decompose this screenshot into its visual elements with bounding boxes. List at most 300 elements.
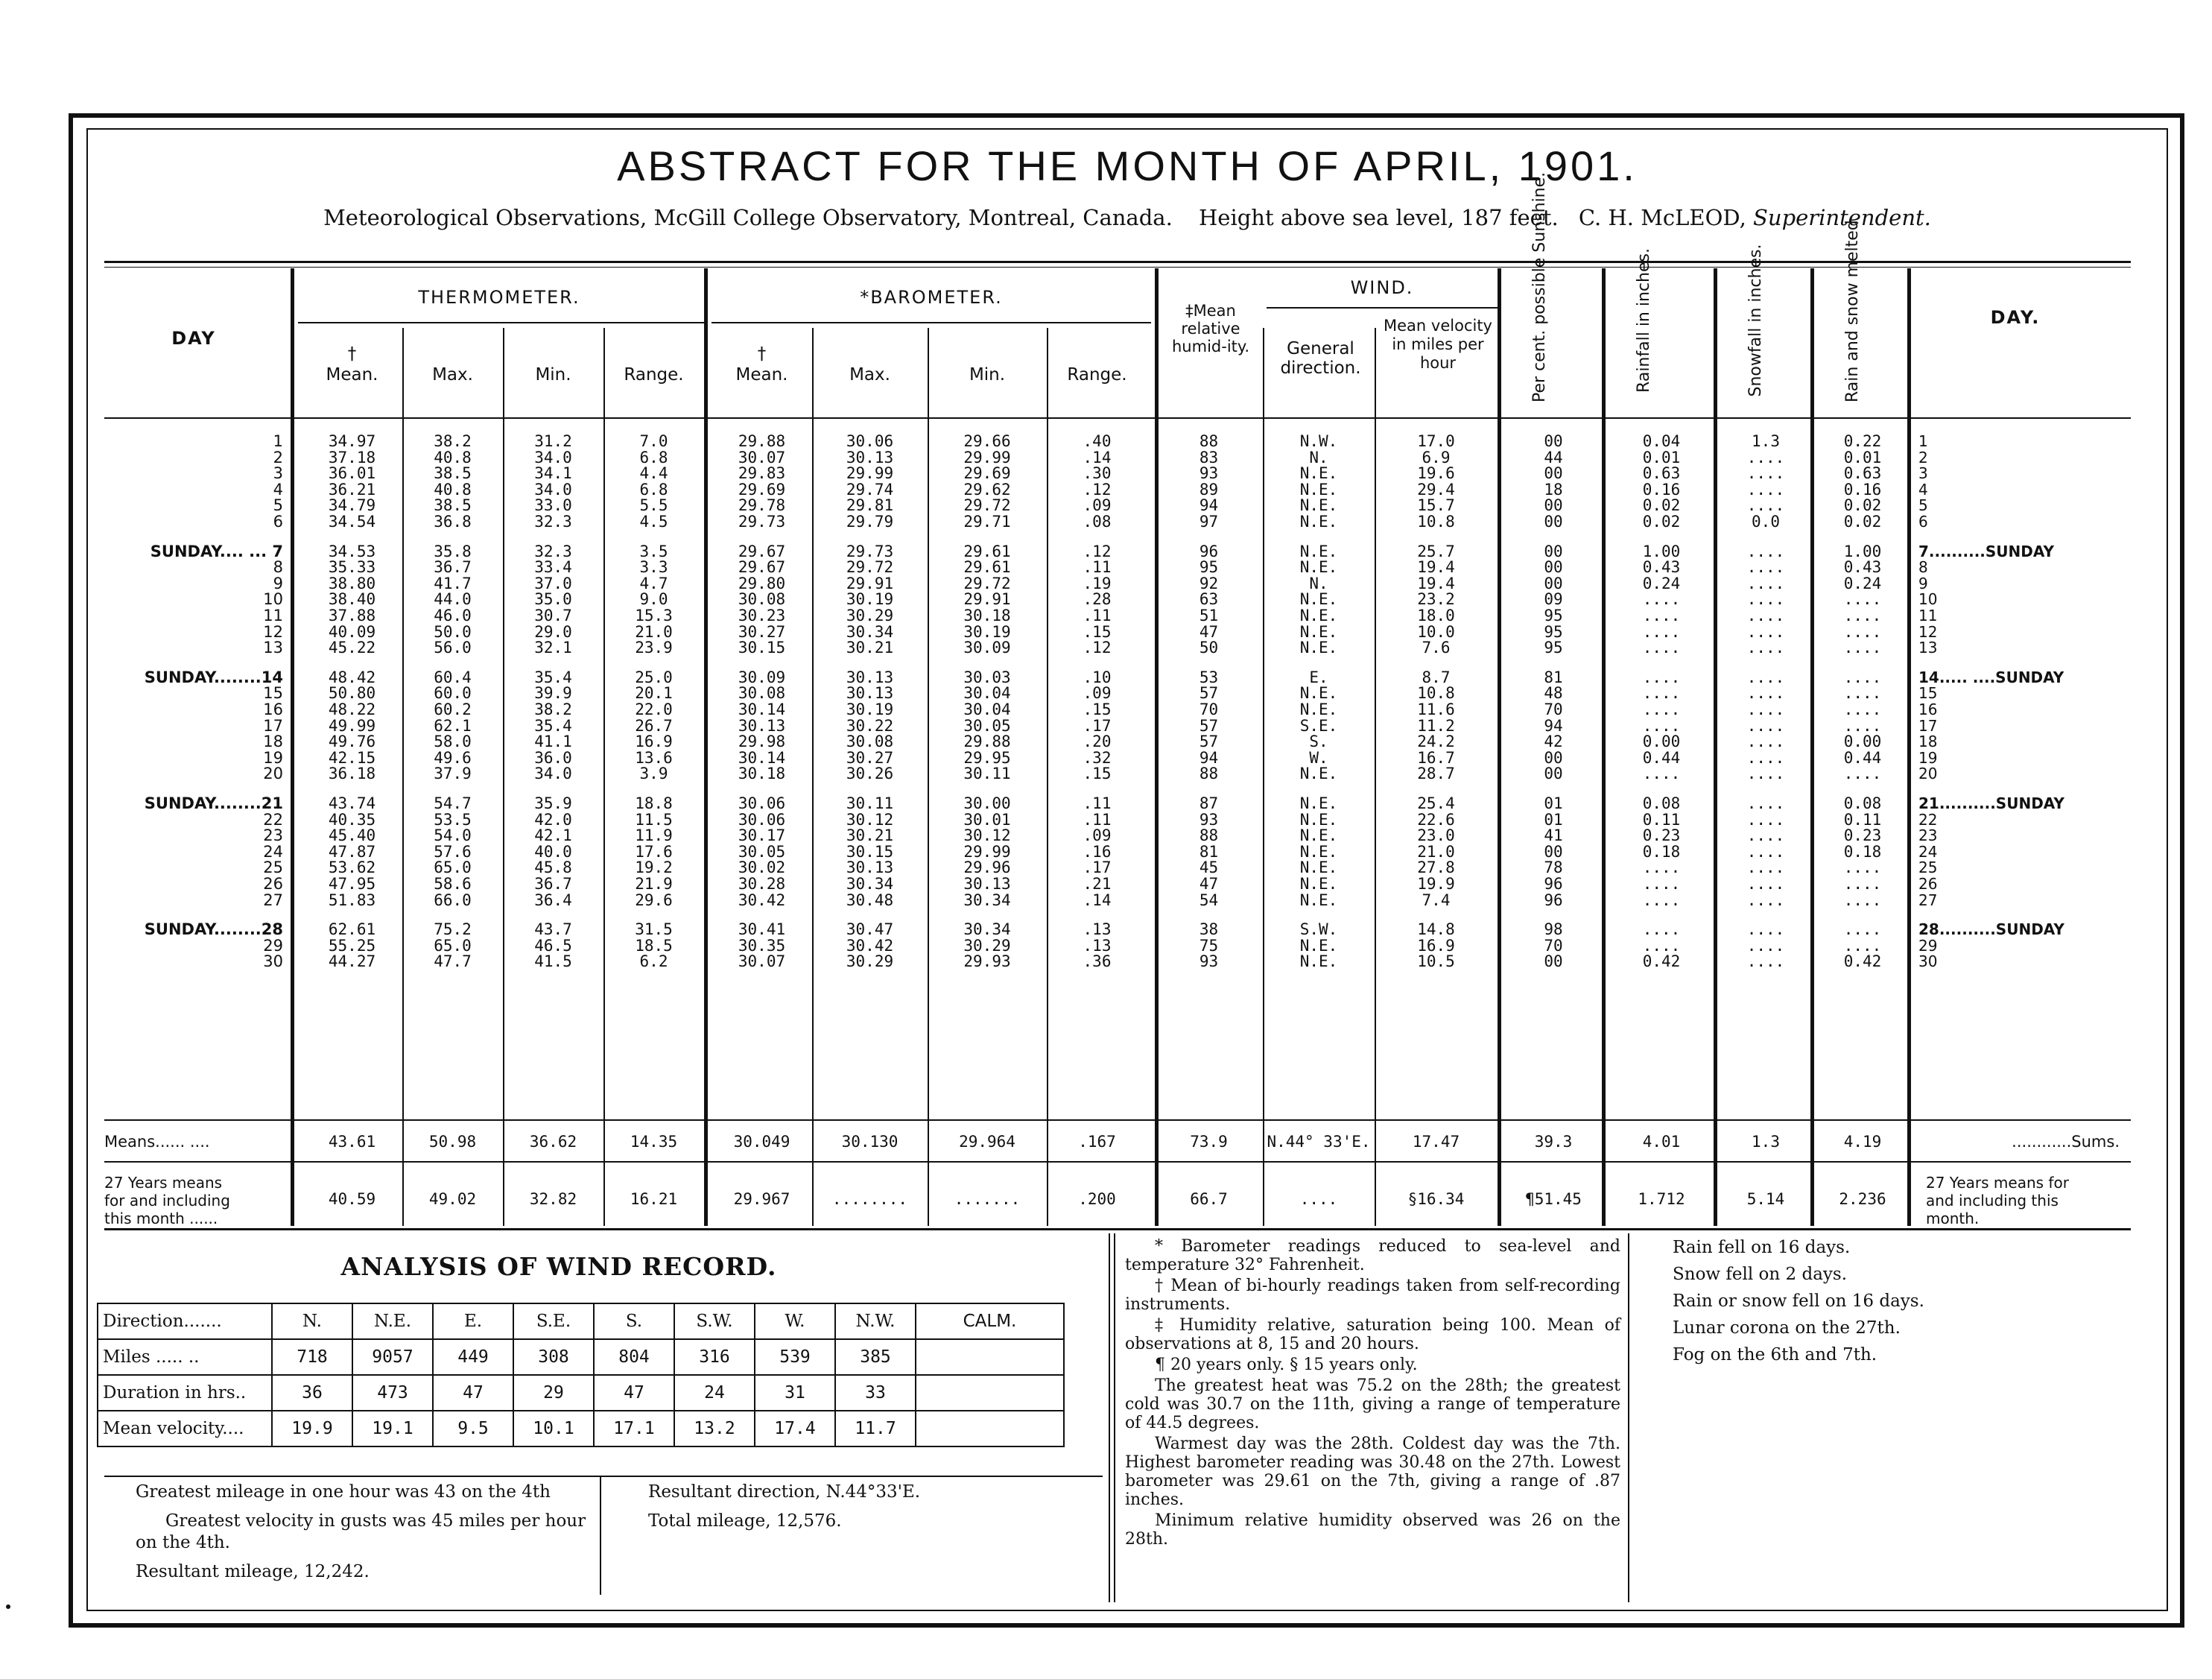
day-label-left: 3 <box>273 464 283 483</box>
data-cell-hum: 93 <box>1199 464 1219 483</box>
data-cell-melt: 0.18 <box>1843 842 1882 861</box>
column-header-max: Max. <box>849 365 890 385</box>
data-cell-melt: .... <box>1843 875 1882 893</box>
data-cell-dir: N.E. <box>1299 558 1338 577</box>
data-cell-sun: 95 <box>1544 622 1563 641</box>
data-cell: .10 <box>1083 668 1112 686</box>
data-cell-rain: 0.01 <box>1642 448 1681 467</box>
day-label-right: 27 <box>1918 891 1938 909</box>
superintendent-title: Superintendent. <box>1753 205 1931 230</box>
data-cell-sun: 09 <box>1544 590 1563 609</box>
years-cell: ........ <box>831 1190 908 1208</box>
data-cell: 30.11 <box>963 765 1011 783</box>
years-label-line: this month ...... <box>104 1210 218 1227</box>
data-cell: 47.95 <box>328 875 376 893</box>
data-cell-vel: 22.6 <box>1417 810 1455 829</box>
data-cell-melt: 0.11 <box>1843 810 1882 829</box>
years-cell-melt: 2.236 <box>1839 1190 1886 1208</box>
wind-direction-header: N.E. <box>352 1303 433 1339</box>
data-cell-snow: .... <box>1746 558 1785 577</box>
data-cell: .21 <box>1083 875 1112 893</box>
data-cell: 30.12 <box>963 826 1011 845</box>
data-cell-vel: 10.8 <box>1417 684 1455 703</box>
wind-value-cell: 33 <box>835 1375 916 1411</box>
data-cell: 37.9 <box>434 765 472 783</box>
day-label-right: 29 <box>1918 936 1938 955</box>
data-cell: 41.1 <box>534 733 572 751</box>
data-cell-sun: 18 <box>1544 480 1563 499</box>
data-cell-snow: .... <box>1746 794 1785 812</box>
data-cell-snow: .... <box>1746 574 1785 592</box>
data-cell-snow: .... <box>1746 496 1785 515</box>
data-cell: 39.9 <box>534 684 572 703</box>
wind-direction-header: S.E. <box>513 1303 594 1339</box>
day-label-left: 26 <box>263 875 283 893</box>
day-header-right: DAY. <box>1990 307 2041 328</box>
wind-value-cell: 47 <box>433 1375 513 1411</box>
wind-row <box>98 1375 1064 1411</box>
data-cell-sun: 00 <box>1544 542 1563 560</box>
data-cell-melt: .... <box>1843 920 1882 939</box>
data-cell: 53.5 <box>434 810 472 829</box>
data-cell: 29.67 <box>738 558 786 577</box>
data-cell-vel: 10.5 <box>1417 952 1455 971</box>
resultant-mileage: Resultant mileage, 12,242. <box>136 1562 370 1581</box>
data-cell-sun: 00 <box>1544 558 1563 577</box>
day-label-right: 4 <box>1918 480 1928 499</box>
header-top-rule-thin <box>104 267 2131 268</box>
day-label-left: 25 <box>263 859 283 877</box>
data-cell: 40.8 <box>434 448 472 467</box>
data-cell: 6.8 <box>639 480 668 499</box>
data-cell: 30.14 <box>738 748 786 767</box>
data-cell-melt: .... <box>1843 639 1882 657</box>
day-label-right: 23 <box>1918 826 1938 845</box>
data-cell: 26.7 <box>635 716 673 735</box>
data-cell-hum: 93 <box>1199 952 1219 971</box>
data-cell-sun: 78 <box>1544 859 1563 877</box>
day-label-right: 19 <box>1918 748 1938 767</box>
years-cell: 49.02 <box>428 1190 477 1208</box>
data-cell: 46.0 <box>434 607 472 625</box>
data-cell: 30.34 <box>963 920 1011 939</box>
total-mileage: Total mileage, 12,576. <box>648 1511 842 1531</box>
data-cell: 45.8 <box>534 859 572 877</box>
data-cell: 29.88 <box>738 432 786 450</box>
wind-direction-header: S. <box>594 1303 674 1339</box>
data-cell-melt: 0.42 <box>1843 952 1882 971</box>
data-cell-rain: 1.00 <box>1642 542 1681 560</box>
data-cell: 21.9 <box>635 875 673 893</box>
data-cell-rain: .... <box>1642 607 1681 625</box>
data-cell-hum: 57 <box>1199 733 1219 751</box>
data-cell: 9.0 <box>639 590 668 609</box>
data-cell: 43.7 <box>534 920 572 939</box>
years-cell: ....... <box>954 1190 1021 1208</box>
data-cell: .17 <box>1083 716 1112 735</box>
greatest-velocity: Greatest velocity in gusts was 45 miles per hour on the 4th. <box>136 1511 586 1552</box>
data-cell: .09 <box>1083 684 1112 703</box>
wind-value-cell: 308 <box>513 1339 594 1375</box>
data-cell-dir: N.E. <box>1299 542 1338 560</box>
data-cell: 34.0 <box>534 765 572 783</box>
data-cell-sun: 48 <box>1544 684 1563 703</box>
day-label-left: 18 <box>263 733 283 751</box>
data-cell: 30.09 <box>738 668 786 686</box>
data-cell-melt: 0.02 <box>1843 496 1882 515</box>
data-cell-melt: 0.08 <box>1843 794 1882 812</box>
means-cell: 29.964 <box>959 1133 1015 1151</box>
header-top-rule <box>104 261 2131 263</box>
day-label-right: 17 <box>1918 716 1938 735</box>
data-cell: .15 <box>1083 701 1112 718</box>
data-cell: .16 <box>1083 842 1112 861</box>
data-cell: 37.0 <box>534 574 572 592</box>
data-cell: 30.13 <box>846 684 894 703</box>
data-cell: 34.1 <box>534 464 572 483</box>
data-cell-vel: 27.8 <box>1417 859 1455 877</box>
data-cell-sun: 94 <box>1544 716 1563 735</box>
data-cell: 62.61 <box>328 920 376 939</box>
data-cell: 30.08 <box>738 684 786 703</box>
data-cell-hum: 88 <box>1199 432 1219 450</box>
data-cell: 30.29 <box>846 607 894 625</box>
data-cell: 56.0 <box>434 639 472 657</box>
data-cell: 29.91 <box>846 574 894 592</box>
data-cell-rain: 0.02 <box>1642 496 1681 515</box>
data-cell-hum: 89 <box>1199 480 1219 499</box>
data-cell-rain: .... <box>1642 936 1681 955</box>
data-cell-snow: .... <box>1746 542 1785 560</box>
day-label-left: 23 <box>263 826 283 845</box>
data-cell-hum: 96 <box>1199 542 1219 560</box>
day-label-right: 1 <box>1918 432 1928 450</box>
data-cell: 3.5 <box>639 542 668 560</box>
data-cell: 38.80 <box>328 574 376 592</box>
data-cell: 29.72 <box>963 574 1011 592</box>
data-cell: 30.06 <box>738 810 786 829</box>
data-cell: 48.42 <box>328 668 376 686</box>
data-cell-hum: 93 <box>1199 810 1219 829</box>
data-cell-vel: 7.6 <box>1422 639 1451 657</box>
data-cell: 29.73 <box>738 513 786 531</box>
data-cell: 31.2 <box>534 432 572 450</box>
data-cell: 29.62 <box>963 480 1011 499</box>
data-cell: 38.5 <box>434 464 472 483</box>
day-label-right: 5 <box>1918 496 1928 515</box>
data-cell-rain: .... <box>1642 668 1681 686</box>
dagger-mark: † <box>757 344 767 364</box>
data-cell: 36.01 <box>328 464 376 483</box>
means-cell-sun: 39.3 <box>1534 1133 1573 1151</box>
greatest-mileage: Greatest mileage in one hour was 43 on the 4th <box>136 1482 551 1502</box>
data-cell: 45.40 <box>328 826 376 845</box>
data-cell: .14 <box>1083 448 1112 467</box>
day-label-right: 14..... ....SUNDAY <box>1918 668 2064 686</box>
footnote: † Mean of bi-hourly readings taken from self-recording instruments. <box>1125 1277 1620 1314</box>
data-cell: 30.48 <box>846 891 894 909</box>
data-cell-hum: 88 <box>1199 826 1219 845</box>
wind-value-cell: 9.5 <box>433 1411 513 1446</box>
data-cell-dir: S.E. <box>1299 716 1338 735</box>
wind-value-cell: 11.7 <box>835 1411 916 1446</box>
data-cell-dir: S.W. <box>1299 920 1338 939</box>
day-label-left: 24 <box>263 842 283 861</box>
means-label: Means...... .... <box>104 1133 210 1151</box>
data-cell: 60.4 <box>434 668 472 686</box>
data-cell-snow: .... <box>1746 607 1785 625</box>
means-cell-dir: N.44° 33'E. <box>1267 1133 1371 1151</box>
wind-direction-header: N.W. <box>835 1303 916 1339</box>
data-cell-snow: .... <box>1746 859 1785 877</box>
data-cell: 35.0 <box>534 590 572 609</box>
data-cell-snow: .... <box>1746 480 1785 499</box>
data-cell: 42.15 <box>328 748 376 767</box>
years-cell-vel: §16.34 <box>1407 1190 1465 1208</box>
data-cell: 30.06 <box>846 432 894 450</box>
wind-row-label: Miles ..... .. <box>98 1339 272 1375</box>
data-cell-rain: .... <box>1642 891 1681 909</box>
day-label-right: 21..........SUNDAY <box>1918 794 2064 812</box>
data-cell-rain: 0.43 <box>1642 558 1681 577</box>
data-cell: .20 <box>1083 733 1112 751</box>
data-cell-dir: N.E. <box>1299 464 1338 483</box>
data-cell-snow: .... <box>1746 842 1785 861</box>
data-cell: 30.19 <box>846 590 894 609</box>
wind-row <box>98 1339 1064 1375</box>
data-cell: 30.47 <box>846 920 894 939</box>
means-cell-snow: 1.3 <box>1752 1133 1780 1151</box>
data-cell-rain: .... <box>1642 590 1681 609</box>
data-cell-dir: N.E. <box>1299 639 1338 657</box>
data-cell-dir: N.E. <box>1299 684 1338 703</box>
data-cell: 30.22 <box>846 716 894 735</box>
data-cell: 30.34 <box>846 622 894 641</box>
data-cell-snow: .... <box>1746 748 1785 767</box>
data-cell: .14 <box>1083 891 1112 909</box>
thermometer-underline <box>298 322 704 323</box>
data-cell-melt: 0.24 <box>1843 574 1882 592</box>
wind-value-cell: 473 <box>352 1375 433 1411</box>
day-label-left: 9 <box>273 574 283 592</box>
data-cell-vel: 7.4 <box>1422 891 1451 909</box>
wind-value-cell: 24 <box>674 1375 755 1411</box>
data-cell-dir: N.E. <box>1299 891 1338 909</box>
years-label-right-line: and including this <box>1926 1192 2059 1210</box>
day-label-right: 7..........SUNDAY <box>1918 542 2054 560</box>
data-cell: 34.54 <box>328 513 376 531</box>
remark: Rain fell on 16 days. <box>1673 1238 1851 1257</box>
data-cell: 4.7 <box>639 574 668 592</box>
data-cell: 30.21 <box>846 639 894 657</box>
years-cell: 40.59 <box>328 1190 376 1208</box>
data-cell: 30.15 <box>846 842 894 861</box>
column-rule <box>1602 268 1606 1226</box>
means-cell: 36.62 <box>529 1133 577 1151</box>
data-cell-hum: 94 <box>1199 496 1219 515</box>
wind-direction-header: W. <box>755 1303 835 1339</box>
data-cell: 34.97 <box>328 432 376 450</box>
data-cell: 58.6 <box>434 875 472 893</box>
data-cell-vel: 19.6 <box>1417 464 1455 483</box>
wind-row-label: Direction....... <box>98 1303 272 1339</box>
data-cell-sun: 01 <box>1544 794 1563 812</box>
data-cell: 29.61 <box>963 542 1011 560</box>
day-label-left: 6 <box>273 513 283 531</box>
data-cell: 35.4 <box>534 716 572 735</box>
day-label-left: 30 <box>263 952 283 971</box>
data-cell-dir: N.E. <box>1299 794 1338 812</box>
data-cell-vel: 16.7 <box>1417 748 1455 767</box>
footnote: The greatest heat was 75.2 on the 28th; the greatest cold was 30.7 on the 11th, giving a range of temperature of 44.5 degrees. <box>1125 1376 1620 1432</box>
day-label-left: 19 <box>263 748 283 767</box>
data-cell: 35.4 <box>534 668 572 686</box>
data-cell: 30.05 <box>963 716 1011 735</box>
data-cell-hum: 92 <box>1199 574 1219 592</box>
remark: Rain or snow fell on 16 days. <box>1673 1291 1924 1311</box>
data-cell-dir: N.E. <box>1299 842 1338 861</box>
data-cell: .11 <box>1083 810 1112 829</box>
data-cell: 29.95 <box>963 748 1011 767</box>
data-cell: 29.78 <box>738 496 786 515</box>
data-cell: 30.11 <box>846 794 894 812</box>
data-cell-vel: 10.0 <box>1417 622 1455 641</box>
day-label-right: 12 <box>1918 622 1938 641</box>
superintendent-name: C. H. McLEOD, <box>1578 205 1746 230</box>
data-cell-dir: N.E. <box>1299 590 1338 609</box>
data-cell-snow: .... <box>1746 733 1785 751</box>
data-cell-melt: 1.00 <box>1843 542 1882 560</box>
data-cell-snow: .... <box>1746 668 1785 686</box>
data-cell: 29.93 <box>963 952 1011 971</box>
analysis-divider <box>600 1476 601 1595</box>
wind-value-cell: 718 <box>272 1339 352 1375</box>
data-cell: 49.99 <box>328 716 376 735</box>
data-cell-rain: 0.18 <box>1642 842 1681 861</box>
wind-value-cell: 13.2 <box>674 1411 755 1446</box>
margin-mark <box>6 1604 10 1609</box>
data-cell: 35.33 <box>328 558 376 577</box>
data-cell-melt: 0.16 <box>1843 480 1882 499</box>
data-cell-dir: N.E. <box>1299 765 1338 783</box>
data-cell-hum: 97 <box>1199 513 1219 531</box>
wind-summary-left <box>136 1482 590 1583</box>
day-label-right: 6 <box>1918 513 1928 531</box>
wind-value-cell: 316 <box>674 1339 755 1375</box>
data-cell-dir: N.W. <box>1299 432 1338 450</box>
column-header-max: Max. <box>432 365 473 385</box>
day-label-right: 16 <box>1918 701 1938 718</box>
data-cell-snow: .... <box>1746 826 1785 845</box>
data-cell-vel: 25.7 <box>1417 542 1455 560</box>
data-cell: 33.0 <box>534 496 572 515</box>
data-cell-hum: 53 <box>1199 668 1219 686</box>
data-cell-melt: .... <box>1843 859 1882 877</box>
data-cell-snow: .... <box>1746 716 1785 735</box>
data-cell-rain: 0.16 <box>1642 480 1681 499</box>
data-cell: .30 <box>1083 464 1112 483</box>
data-cell-hum: 70 <box>1199 701 1219 718</box>
day-label-left: 15 <box>263 684 283 703</box>
data-cell: 15.3 <box>635 607 673 625</box>
data-cell-melt: .... <box>1843 590 1882 609</box>
data-cell-sun: 95 <box>1544 607 1563 625</box>
day-label-left: 17 <box>263 716 283 735</box>
data-cell: 43.74 <box>328 794 376 812</box>
data-cell: .15 <box>1083 622 1112 641</box>
data-cell: 44.0 <box>434 590 472 609</box>
data-cell: 17.6 <box>635 842 673 861</box>
wind-value-cell: 36 <box>272 1375 352 1411</box>
day-label-right: 13 <box>1918 639 1938 657</box>
snowfall-header: Snowfall in inches. <box>1746 244 1765 397</box>
data-cell: 29.61 <box>963 558 1011 577</box>
data-cell: 60.2 <box>434 701 472 718</box>
data-cell-dir: N.E. <box>1299 810 1338 829</box>
data-cell: 29.73 <box>846 542 894 560</box>
wind-value-cell: 449 <box>433 1339 513 1375</box>
day-label-left: 22 <box>263 810 283 829</box>
footnote: Warmest day was the 28th. Coldest day was the 7th. Highest barometer reading was 30.48 on the 27th. Lowest barometer was 29.61 on the 7th, giving a range of .87 inches. <box>1125 1435 1620 1509</box>
data-cell: .28 <box>1083 590 1112 609</box>
wind-value-cell: 804 <box>594 1339 674 1375</box>
years-cell: 32.82 <box>529 1190 577 1208</box>
footnote: ¶ 20 years only. § 15 years only. <box>1155 1356 1418 1374</box>
data-cell-rain: .... <box>1642 639 1681 657</box>
data-cell: 37.88 <box>328 607 376 625</box>
data-cell-melt: 0.02 <box>1843 513 1882 531</box>
data-cell-snow: .... <box>1746 936 1785 955</box>
data-cell-snow: .... <box>1746 622 1785 641</box>
column-rule <box>1714 268 1717 1226</box>
years-label-right-line: month. <box>1926 1210 1980 1227</box>
analysis-title: ANALYSIS OF WIND RECORD. <box>340 1252 777 1281</box>
data-cell-sun: 44 <box>1544 448 1563 467</box>
data-cell-rain: .... <box>1642 875 1681 893</box>
data-cell-melt: .... <box>1843 765 1882 783</box>
data-cell: 49.76 <box>328 733 376 751</box>
data-cell: .12 <box>1083 639 1112 657</box>
wind-direction-header: E. <box>433 1303 513 1339</box>
dagger-mark: † <box>347 344 357 364</box>
data-cell-rain: .... <box>1642 622 1681 641</box>
day-label-right: 25 <box>1918 859 1938 877</box>
data-cell: .11 <box>1083 794 1112 812</box>
day-label-left: 16 <box>263 701 283 718</box>
data-cell-melt: .... <box>1843 668 1882 686</box>
data-cell: 29.91 <box>963 590 1011 609</box>
wind-row <box>98 1411 1064 1446</box>
wind-summary-right <box>648 1482 1095 1532</box>
data-cell-dir: N.E. <box>1299 936 1338 955</box>
data-cell: 29.99 <box>846 464 894 483</box>
means-cell: 30.049 <box>733 1133 790 1151</box>
data-cell-melt: 0.63 <box>1843 464 1882 483</box>
data-cell: 29.81 <box>846 496 894 515</box>
column-header-rule <box>104 417 2131 419</box>
data-cell-sun: 00 <box>1544 842 1563 861</box>
day-label-left: 2 <box>273 448 283 467</box>
data-cell: 35.9 <box>534 794 572 812</box>
column-header-min: Min. <box>535 365 571 385</box>
data-cell: 54.0 <box>434 826 472 845</box>
data-cell: 4.4 <box>639 464 668 483</box>
day-label-left: 13 <box>263 639 283 657</box>
wind-value-cell <box>916 1411 1064 1446</box>
data-cell: 21.0 <box>635 622 673 641</box>
day-label-left: 20 <box>263 765 283 783</box>
means-cell-rain: 4.01 <box>1642 1133 1681 1151</box>
